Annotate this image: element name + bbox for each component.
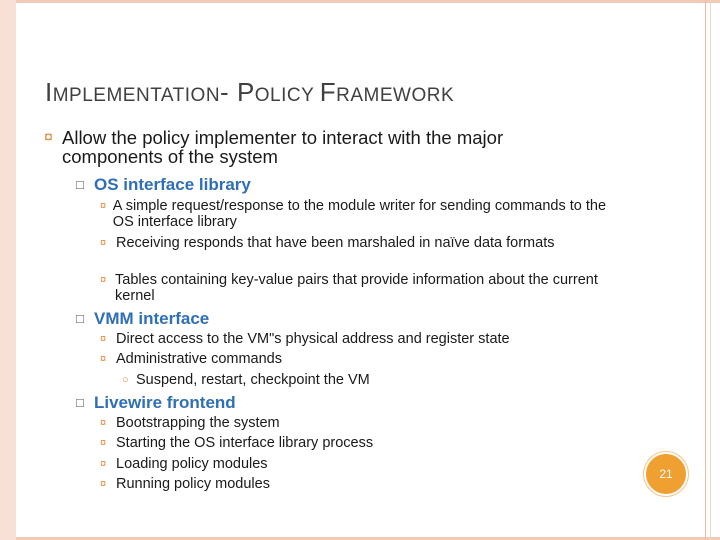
list-item-text: Direct access to the VM"s physical address and register state [116, 331, 510, 347]
bullet-icon: ¤ [44, 129, 53, 146]
bullet-icon: ¤ [100, 478, 107, 490]
box-bullet-icon: □ [76, 177, 84, 192]
section-heading [76, 309, 209, 328]
bullet-icon: ¤ [100, 437, 107, 449]
left-border-decoration [0, 0, 16, 540]
box-bullet-icon: □ [76, 395, 84, 410]
title-separator: - [220, 77, 237, 107]
section-heading-text: Livewire frontend [94, 393, 236, 412]
list-item [100, 331, 610, 347]
section-heading [76, 175, 251, 194]
list-item-text: Tables containing key-value pairs that provide information about the current kernel [115, 272, 598, 304]
list-item-text: A simple request/response to the module writer for sending commands to the OS interface library [112, 198, 607, 230]
title-rest-2: OLICY [254, 85, 320, 106]
bullet-icon: ¤ [100, 353, 107, 365]
section-heading-text: VMM interface [94, 309, 210, 328]
list-item [100, 272, 610, 304]
bullet-icon: ¤ [100, 274, 107, 286]
circle-bullet-icon: ○ [122, 374, 129, 386]
main-bullet-text: Allow the policy implementer to interact with the major components of the system [62, 127, 504, 167]
list-item-text: Administrative commands [116, 351, 282, 367]
list-item-text: Running policy modules [116, 476, 270, 492]
slide-title [45, 78, 454, 110]
main-bullet [44, 128, 604, 166]
title-cap-2: P [236, 77, 255, 107]
title-rest-3: RAMEWORK [336, 85, 455, 106]
list-item [100, 235, 610, 251]
bullet-icon: ¤ [100, 333, 107, 345]
section-heading-text: OS interface library [94, 175, 251, 194]
page-number: 21 [659, 467, 673, 481]
right-vertical-line-inner [710, 0, 711, 540]
list-item-text: Loading policy modules [116, 456, 268, 472]
bullet-icon: ¤ [100, 237, 107, 249]
bullet-icon: ¤ [100, 200, 107, 212]
page-number-badge [644, 452, 688, 496]
list-item-text: Starting the OS interface library process [116, 435, 374, 451]
title-rest-1: MPLEMENTATION [52, 85, 221, 106]
box-bullet-icon: □ [76, 311, 84, 326]
section-heading [76, 393, 236, 412]
list-item [100, 456, 610, 472]
list-item [100, 198, 610, 230]
bullet-icon: ¤ [100, 458, 107, 470]
list-item-text: Bootstrapping the system [116, 415, 280, 431]
sub-list-item-text: Suspend, restart, checkpoint the VM [136, 372, 370, 388]
title-cap-1: I [45, 77, 53, 107]
top-border-decoration [16, 0, 720, 3]
list-item [100, 476, 610, 492]
title-cap-3: F [319, 77, 337, 107]
right-vertical-line [705, 0, 706, 540]
list-item-text: Receiving responds that have been marshaled in naïve data formats [116, 235, 555, 251]
bullet-icon: ¤ [100, 417, 107, 429]
list-item [100, 415, 610, 431]
sub-list-item [122, 372, 370, 388]
list-item [100, 435, 610, 451]
list-item [100, 351, 610, 367]
